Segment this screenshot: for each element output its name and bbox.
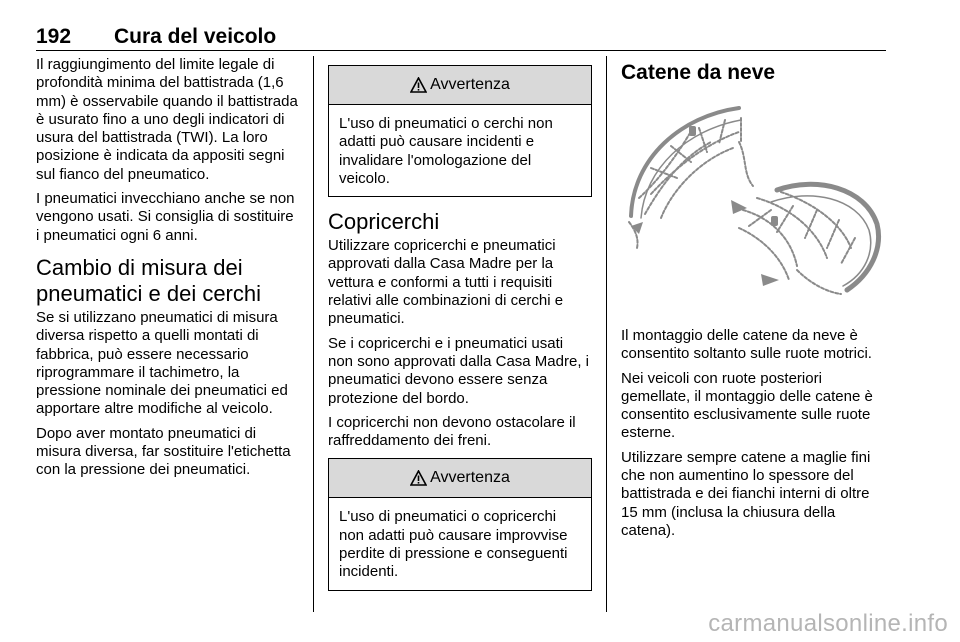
paragraph-tread-depth: Il raggiungimento del limite legale di profondità minima del battistrada (1,6 mm) è osservabile quando il battistrada è usurato fino a uno degli indicatori di usura del battistrada (TWI). La loro posizione è indicata da appositi segni sul fianco del pneumatico.	[36, 56, 298, 183]
warning-header	[329, 459, 591, 498]
page-header	[36, 22, 886, 51]
warning-box	[328, 65, 592, 197]
warning-body	[329, 105, 591, 196]
paragraph-pressure-label: Dopo aver montato pneumatici di misura diversa, far sostituire l'etichetta con la pressione dei pneumatici.	[36, 424, 291, 479]
warning-text: L'uso di pneumatici o copricerchi non adatti può causare improvvise perdite di pressione e conseguenti incidenti.	[339, 508, 568, 581]
heading-wheel-covers: Copricerchi	[328, 209, 440, 235]
warning-body	[329, 498, 591, 589]
paragraph-tyre-aging: I pneumatici invecchiano anche se non vengono usati. Si consiglia di sostituire i pneumatici ogni 6 anni.	[36, 190, 295, 244]
warning-box	[328, 458, 592, 590]
snow-chains-illustration	[621, 98, 887, 308]
paragraph-drive-wheels: Il montaggio delle catene da neve è consentito soltanto sulle ruote motrici.	[621, 327, 872, 363]
column-divider	[606, 56, 607, 612]
paragraph-rim-protection: Se i copricerchi e i pneumatici usati non sono approvati dalla Casa Madre, i pneumatici devono essere senza protezione del bordo.	[328, 334, 589, 407]
paragraph-size-change: Se si utilizzano pneumatici di misura diversa rispetto a quelli montati di fabbrica, può essere necessario riprogrammare il tachimetro, la pressione nominale dei pneumatici ed apportare altre modifiche al veicolo.	[36, 308, 288, 418]
column-divider	[313, 56, 314, 612]
heading-snow-chains: Catene da neve	[621, 61, 776, 84]
warning-triangle-icon	[410, 77, 427, 93]
paragraph-approved-covers: Utilizzare copricerchi e pneumatici approvati dalla Casa Madre per la vettura e conformi a tutti i requisiti relativi alle combinazioni di cerchi e pneumatici.	[328, 237, 564, 328]
column-middle	[328, 56, 592, 591]
warning-text: L'uso di pneumatici o cerchi non adatti può causare incidenti e invalidare l'omologazione del veicolo.	[339, 115, 553, 187]
page-number: 192	[36, 25, 72, 48]
paragraph-fine-link-chains: Utilizzare sempre catene a maglie fini che non aumentino lo spessore del battistrada e dei fianchi interni di oltre 15 mm (inclusa la chiusura della catena).	[621, 448, 871, 539]
paragraph-brake-cooling: I copricerchi non devono ostacolare il raffreddamento dei freni.	[328, 413, 576, 450]
warning-triangle-icon	[410, 470, 427, 486]
column-left	[36, 56, 300, 486]
warning-header	[329, 66, 591, 105]
warning-title: Avvertenza	[430, 469, 510, 487]
paragraph-twin-wheels: Nei veicoli con ruote posteriori gemellate, il montaggio delle catene è consentito esclusivamente sulle ruote esterne.	[621, 369, 873, 442]
heading-tyre-size-change: Cambio di misura dei pneumatici e dei cerchi	[36, 254, 262, 306]
column-right	[621, 56, 887, 546]
warning-title: Avvertenza	[430, 76, 510, 93]
watermark: carmanualsonline.info	[708, 610, 948, 637]
section-title: Cura del veicolo	[114, 25, 277, 48]
